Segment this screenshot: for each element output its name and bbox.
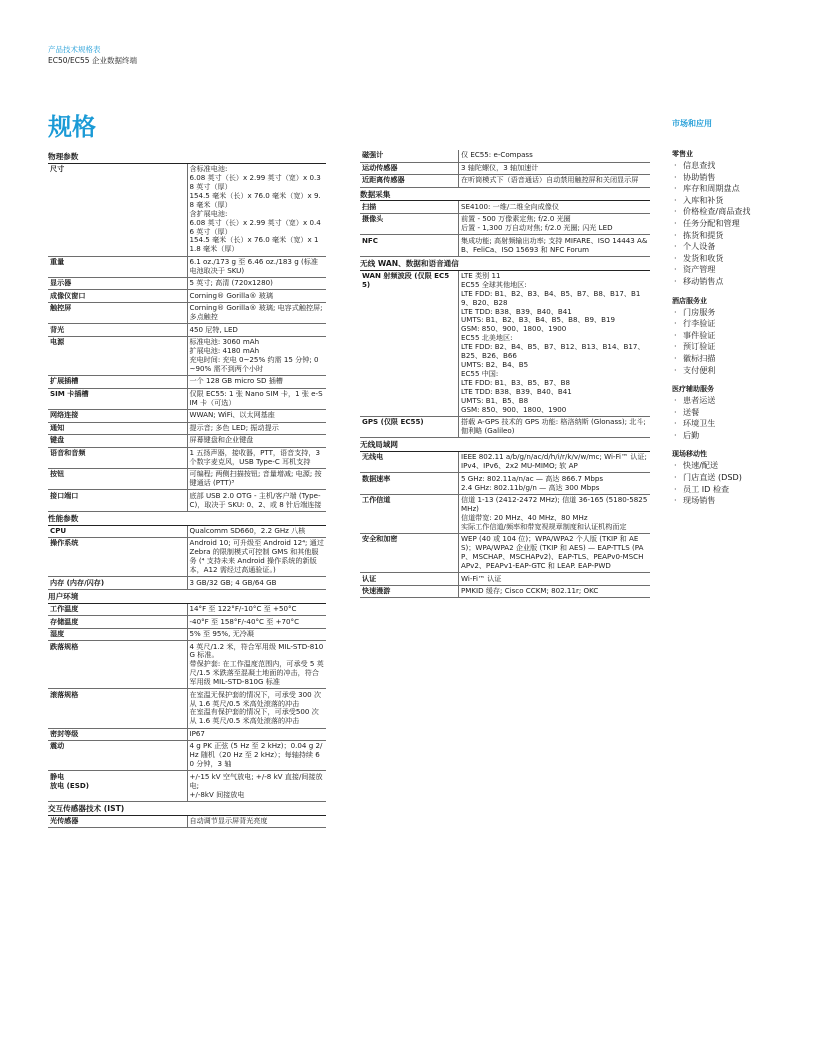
spec-value: 搭载 A-GPS 技术的 GPS 功能: 格洛纳斯 (Glonass); 北斗; 伽利略 (Galileo) xyxy=(459,416,651,437)
spec-label: 湿度 xyxy=(48,628,187,641)
market-list-item: · 资产管理 xyxy=(672,264,792,276)
market-list-item: · 信息查找 xyxy=(672,160,792,172)
spec-value: 5 英寸; 高清 (720x1280) xyxy=(187,277,326,290)
spec-label: 近距离传感器 xyxy=(360,175,459,188)
spec-label: 语音和音频 xyxy=(48,447,187,468)
spec-row xyxy=(48,388,326,409)
market-list-item: · 快速/配送 xyxy=(672,460,792,472)
spec-label: 摄像头 xyxy=(360,213,459,234)
doc-type-label: 产品技术规格表 xyxy=(48,45,101,54)
spec-value: 在听筒模式下（语音通话）自动禁用触控屏和关闭显示屏 xyxy=(459,175,651,188)
spec-value: 一个 128 GB micro SD 插槽 xyxy=(187,376,326,389)
market-list-item: · 支付便利 xyxy=(672,365,792,377)
market-list-item: · 事件验证 xyxy=(672,330,792,342)
market-group-title: 酒店服务业 xyxy=(672,296,707,305)
spec-value: 14°F 至 122°F/-10°C 至 +50°C xyxy=(187,603,326,616)
spec-value: 3 GB/32 GB; 4 GB/64 GB xyxy=(187,577,326,590)
section-title: 数据采集 xyxy=(360,187,650,201)
spec-table-left xyxy=(48,150,326,828)
spec-value: 自动调节显示屏背光亮度 xyxy=(187,815,326,828)
spec-label: 认证 xyxy=(360,573,459,586)
spec-row xyxy=(48,490,326,511)
spec-label: 快速漫游 xyxy=(360,585,459,598)
market-list-item: · 行李验证 xyxy=(672,318,792,330)
market-list-item: · 患者运送 xyxy=(672,395,792,407)
market-list-item: · 移动销售点 xyxy=(672,276,792,288)
spec-value: Android 10; 可升级至 Android 12⁴; 通过 Zebra 的限制模式可控制 GMS 和其他服务 (⁴ 支持未来 Android 操作系统的新版本，A12 需经过高通验证。) xyxy=(187,538,326,577)
spec-label: 密封等级 xyxy=(48,728,187,741)
spec-value: 标准电池: 3060 mAh 扩展电池: 4180 mAh 充电时间: 充电 0~25% 约需 15 分钟; 0~90% 需不到两个小时 xyxy=(187,336,326,375)
markets-sidebar xyxy=(672,118,792,507)
spec-value: 前置 - 500 万像素定焦; f/2.0 光圈 后置 - 1,300 万自动对焦; f/2.0 光圈; 闪光 LED xyxy=(459,213,651,234)
spec-value: Corning® Gorilla® 玻璃 xyxy=(187,290,326,303)
spec-label: 运动传感器 xyxy=(360,162,459,175)
spec-row xyxy=(48,689,326,728)
spec-table-right xyxy=(360,150,650,598)
spec-label: 滚落规格 xyxy=(48,689,187,728)
spec-section-heading xyxy=(48,801,326,815)
spec-value: 仅限 EC55: 1 张 Nano SIM 卡，1 张 e-SIM 卡（可选） xyxy=(187,388,326,409)
spec-row xyxy=(48,728,326,741)
spec-row xyxy=(48,815,326,828)
spec-label: 尺寸 xyxy=(48,163,187,256)
spec-value: 仅 EC55: e-Compass xyxy=(459,150,651,162)
spec-label: 操作系统 xyxy=(48,538,187,577)
spec-value: 底部 USB 2.0 OTG - 主机/客户端 (Type-C)，取决于 SKU: 0、2、或 8 针后端连接 xyxy=(187,490,326,511)
spec-label: 扩展插槽 xyxy=(48,376,187,389)
spec-row xyxy=(360,416,650,437)
market-list-item: · 预订验证 xyxy=(672,341,792,353)
market-list-item: · 徽标扫描 xyxy=(672,353,792,365)
spec-value: 屏幕键盘和企业键盘 xyxy=(187,435,326,448)
spec-section-heading xyxy=(360,438,650,452)
spec-label: 工作温度 xyxy=(48,603,187,616)
section-title: 物理参数 xyxy=(48,150,326,163)
market-list-item: · 拣货和提货 xyxy=(672,230,792,242)
spec-row xyxy=(48,256,326,277)
market-list-item: · 任务分配和管理 xyxy=(672,218,792,230)
market-list-item: · 入库和补货 xyxy=(672,195,792,207)
section-title: 用户环境 xyxy=(48,589,326,603)
spec-value: SE4100: 一维/二维全向成像仪 xyxy=(459,201,651,214)
spec-value: -40°F 至 158°F/-40°C 至 +70°C xyxy=(187,616,326,629)
spec-row xyxy=(48,324,326,337)
section-title: 性能参数 xyxy=(48,511,326,525)
spec-row xyxy=(48,422,326,435)
spec-row xyxy=(360,494,650,533)
spec-row xyxy=(48,163,326,256)
spec-label: 显示器 xyxy=(48,277,187,290)
market-list-item: · 环境卫生 xyxy=(672,418,792,430)
spec-value: IEEE 802.11 a/b/g/n/ac/d/h/i/r/k/v/w/mc; Wi-Fi™ 认证; IPv4、IPv6、2x2 MU-MIMO; 软 AP xyxy=(459,452,651,473)
spec-label: 键盘 xyxy=(48,435,187,448)
spec-section-heading xyxy=(360,187,650,201)
market-list-item: · 价格检查/商品查找 xyxy=(672,206,792,218)
spec-section-heading xyxy=(48,589,326,603)
spec-label: NFC xyxy=(360,235,459,256)
spec-label: 触控屏 xyxy=(48,302,187,323)
spec-section-heading xyxy=(48,150,326,163)
spec-row xyxy=(48,410,326,423)
spec-row xyxy=(360,534,650,573)
spec-value: IP67 xyxy=(187,728,326,741)
market-list-item: · 送餐 xyxy=(672,407,792,419)
spec-label: 光传感器 xyxy=(48,815,187,828)
spec-value: 5 GHz: 802.11a/n/ac — 高达 866.7 Mbps 2.4 GHz: 802.11b/g/n — 高达 300 Mbps xyxy=(459,473,651,494)
market-list xyxy=(672,460,792,506)
spec-label: SIM 卡插槽 xyxy=(48,388,187,409)
spec-row xyxy=(48,628,326,641)
spec-row xyxy=(360,585,650,598)
spec-row xyxy=(360,175,650,188)
spec-section-heading xyxy=(48,511,326,525)
spec-row xyxy=(48,603,326,616)
spec-row xyxy=(48,577,326,590)
spec-label: 成像仪窗口 xyxy=(48,290,187,303)
market-list-item: · 库存和周期盘点 xyxy=(672,183,792,195)
spec-row xyxy=(48,641,326,689)
spec-label: 跌落规格 xyxy=(48,641,187,689)
spec-row xyxy=(48,616,326,629)
spec-row xyxy=(48,468,326,489)
spec-row xyxy=(360,201,650,214)
spec-label: 内存 (内存/闪存) xyxy=(48,577,187,590)
spec-label: 重量 xyxy=(48,256,187,277)
spec-row xyxy=(48,336,326,375)
spec-row xyxy=(360,573,650,586)
market-list xyxy=(672,307,792,377)
spec-label: 按钮 xyxy=(48,468,187,489)
page-title: 规格 xyxy=(48,113,96,141)
sidebar-groups xyxy=(672,149,792,507)
market-group-title: 现场移动性 xyxy=(672,450,707,459)
product-name: EC50/EC55 企业数据终端 xyxy=(48,56,137,65)
spec-value: PMKID 缓存; Cisco CCKM; 802.11r; OKC xyxy=(459,585,651,598)
market-list-item: · 发货和收货 xyxy=(672,253,792,265)
spec-label: 网络连接 xyxy=(48,410,187,423)
spec-label: 电源 xyxy=(48,336,187,375)
spec-value: 1 五扬声器，接收器，PTT，语音支持，3 个数字麦克风，USB Type-C 耳机支持 xyxy=(187,447,326,468)
spec-row xyxy=(48,447,326,468)
spec-value: 4 英尺/1.2 米，符合军用级 MIL-STD-810G 标准。 带保护套: 在工作温度范围内，可承受 5 英尺/1.5 米跌落至混凝土地面的冲击，符合军用级 MIL-STD-810G 标准 xyxy=(187,641,326,689)
spec-label: 磁强计 xyxy=(360,150,459,162)
spec-label: 震动 xyxy=(48,741,187,771)
spec-label: 通知 xyxy=(48,422,187,435)
market-list-item: · 个人设备 xyxy=(672,241,792,253)
spec-value: +/-15 kV 空气放电; +/-8 kV 直接/间接放电; +/-8kV 间接放电 xyxy=(187,771,326,801)
sidebar-heading: 市场和应用 xyxy=(672,119,712,128)
spec-value: 5% 至 95%, 无冷凝 xyxy=(187,628,326,641)
spec-row xyxy=(360,270,650,416)
spec-value: 450 尼特, LED xyxy=(187,324,326,337)
spec-row xyxy=(48,376,326,389)
spec-label: CPU xyxy=(48,525,187,538)
spec-label: GPS (仅限 EC55) xyxy=(360,416,459,437)
section-title: 交互传感器技术 (IST) xyxy=(48,801,326,815)
section-title: 无线局域网 xyxy=(360,438,650,452)
spec-value: Wi-Fi™ 认证 xyxy=(459,573,651,586)
section-title: 无线 WAN、数据和语音通信 xyxy=(360,256,650,270)
market-list-item: · 员工 ID 检查 xyxy=(672,484,792,496)
spec-value: 信道 1-13 (2412-2472 MHz); 信道 36-165 (5180-5825 MHz) 信道带宽: 20 MHz、40 MHz、80 MHz 实际工作信道/频率和带宽视规章制度和认证机构而定 xyxy=(459,494,651,533)
spec-value: 集成功能; 高射频输出功率; 支持 MIFARE、ISO 14443 A&B、FeliCa、ISO 15693 和 NFC Forum xyxy=(459,235,651,256)
spec-column-left xyxy=(48,150,326,828)
spec-row xyxy=(360,162,650,175)
spec-label: 静电 放电 (ESD) xyxy=(48,771,187,801)
spec-label: 背光 xyxy=(48,324,187,337)
spec-section-heading xyxy=(360,256,650,270)
market-group-title: 医疗辅助服务 xyxy=(672,385,714,394)
spec-value: 含标准电池: 6.08 英寸（长）x 2.99 英寸（宽）x 0.38 英寸（厚） 154.5 毫米（长）x 76.0 毫米（宽）x 9.8 毫米（厚） 含扩展电池: 6.08 英寸（长）x 2.99 英寸（宽）x 0.46 英寸（厚） 154.5 毫米（长）x 76.0 毫米（宽）x 11.8 毫米（厚） xyxy=(187,163,326,256)
market-group-title: 零售业 xyxy=(672,150,693,158)
spec-row xyxy=(360,213,650,234)
spec-label: 工作信道 xyxy=(360,494,459,533)
market-list-item: · 门店直送 (DSD) xyxy=(672,472,792,484)
market-list-item: · 现场销售 xyxy=(672,495,792,507)
spec-row xyxy=(360,150,650,162)
spec-row xyxy=(48,302,326,323)
spec-row xyxy=(48,741,326,771)
spec-row xyxy=(48,525,326,538)
market-list-item: · 门房服务 xyxy=(672,307,792,319)
spec-row xyxy=(48,290,326,303)
spec-label: 扫描 xyxy=(360,201,459,214)
document-header xyxy=(48,44,137,66)
spec-label: 数据速率 xyxy=(360,473,459,494)
spec-label: 存储温度 xyxy=(48,616,187,629)
spec-value: 6.1 oz./173 g 至 6.46 oz./183 g (标准电池取决于 SKU) xyxy=(187,256,326,277)
spec-value: 可编程; 两侧扫描按钮; 音量增减; 电源; 按键通话 (PTT)³ xyxy=(187,468,326,489)
spec-value: LTE 类别 11 EC55 全球其他地区: LTE FDD: B1、B2、B3、B4、B5、B7、B8、B17、B19、B20、B28 LTE TDD: B38、B39、B40、B41 UMTS: B1、B2、B3、B4、B5、B8、B9、B19 GSM: 850、900、1800、1900 EC55 北美地区: LTE FDD: B2、B4、B5、B7、B12、B13、B14、B17、B25、B26、B66 UMTS: B2、B4、B5 EC55 中国: LTE FDD: B1、B3、B5、B7、B8 LTE TDD: B38、B39、B40、B41 UMTS: B1、B5、B8 GSM: 850、900、1800、1900 xyxy=(459,270,651,416)
spec-row xyxy=(48,435,326,448)
market-list xyxy=(672,395,792,441)
spec-value: 在室温无保护套的情况下，可承受 300 次从 1.6 英尺/0.5 米高处滚落的冲击 在室温有保护套的情况下，可承受500 次从 1.6 英尺/0.5 米高处滚落的冲击 xyxy=(187,689,326,728)
spec-row xyxy=(48,538,326,577)
spec-value: WEP (40 或 104 位)；WPA/WPA2 个人版 (TKIP 和 AES)；WPA/WPA2 企业版 (TKIP 和 AES) — EAP-TTLS (PAP、MSCHAP、MSCHAPv2)、EAP-TLS、PEAPv0-MSCHAPv2、PEAPv1-EAP-GTC 和 LEAP. EAP-PWD xyxy=(459,534,651,573)
spec-row xyxy=(360,452,650,473)
spec-column-right xyxy=(360,150,650,598)
spec-label: 安全和加密 xyxy=(360,534,459,573)
spec-row xyxy=(48,277,326,290)
market-list-item: · 后勤 xyxy=(672,430,792,442)
spec-value: 3 轴陀螺仪，3 轴加速计 xyxy=(459,162,651,175)
market-list xyxy=(672,160,792,288)
spec-value: WWAN; WiFi、以太网基座 xyxy=(187,410,326,423)
spec-label: 接口端口 xyxy=(48,490,187,511)
spec-value: 4 g PK 正弦 (5 Hz 至 2 kHz)；0.04 g 2/Hz 随机（20 Hz 至 2 kHz）；每轴持续 60 分钟，3 轴 xyxy=(187,741,326,771)
spec-value: Corning® Gorilla® 玻璃; 电容式触控屏; 多点触控 xyxy=(187,302,326,323)
spec-row xyxy=(48,771,326,801)
spec-value: 提示音; 多色 LED; 振动提示 xyxy=(187,422,326,435)
spec-row xyxy=(360,473,650,494)
market-list-item: · 协助销售 xyxy=(672,172,792,184)
spec-label: 无线电 xyxy=(360,452,459,473)
spec-label: WAN 射频波段 (仅限 EC55) xyxy=(360,270,459,416)
spec-row xyxy=(360,235,650,256)
spec-value: Qualcomm SD660，2.2 GHz 八核 xyxy=(187,525,326,538)
